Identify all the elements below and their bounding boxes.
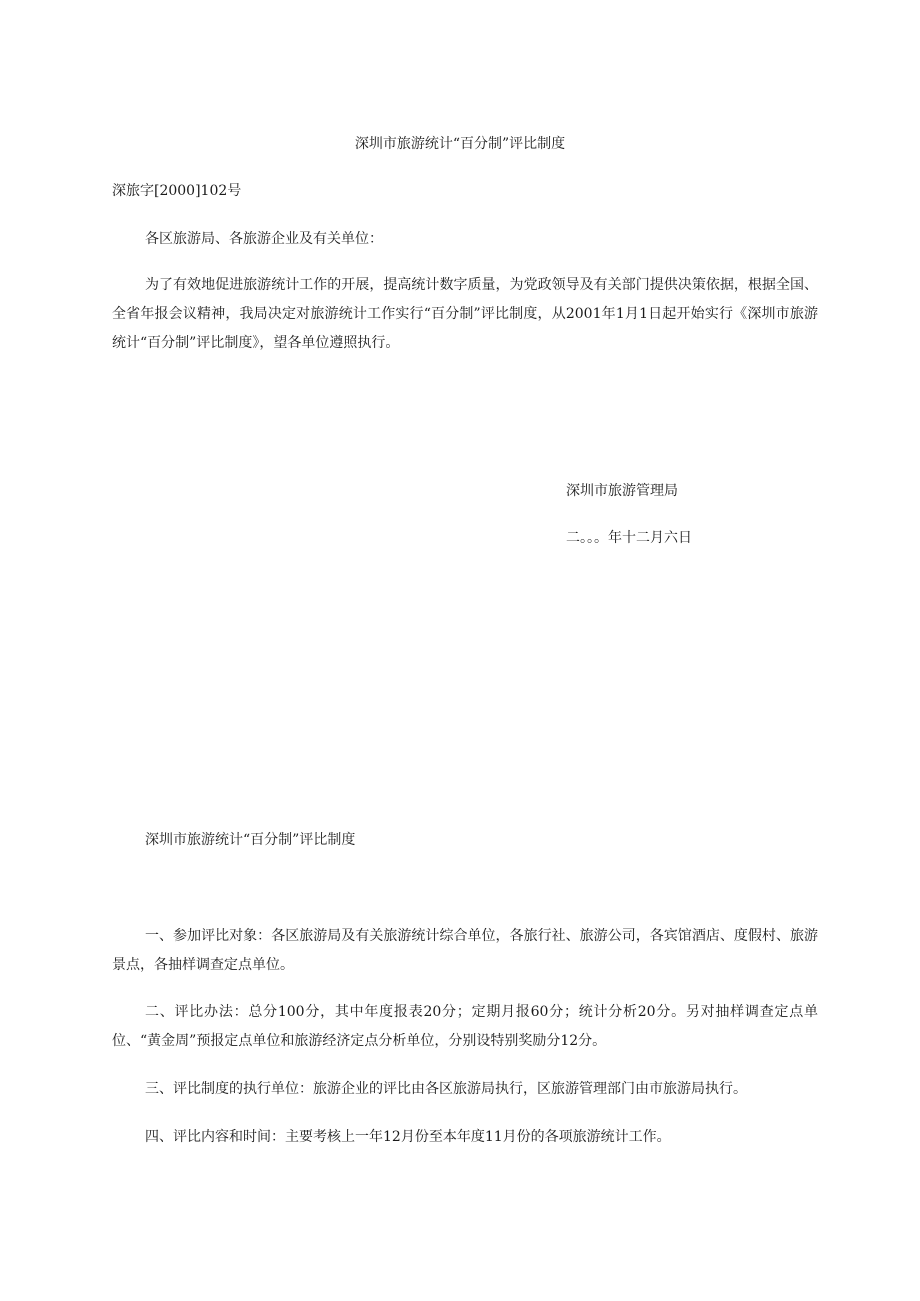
intro-paragraph: 为了有效地促进旅游统计工作的开展，提高统计数字质量，为党政领导及有关部门提供决策依据，根据全国、全省年报会议精神，我局决定对旅游统计工作实行“百分制”评比制度，从2001年1月1日起开始实行《深圳市旅游统计“百分制”评比制度》，望各单位遵照执行。: [112, 277, 818, 351]
salutation: 各区旅游局、各旅游企业及有关单位：: [145, 231, 383, 247]
rule-item-2: 二、评比办法：总分100分，其中年度报表20分；定期月报60分；统计分析20分。另对抽样调查定点单位、“黄金周”预报定点单位和旅游经济定点分析单位，分别设特别奖励分12分。: [112, 1004, 818, 1049]
section-title: 深圳市旅游统计“百分制”评比制度: [145, 832, 356, 848]
signature-organization: 深圳市旅游管理局: [566, 483, 678, 499]
rule-item-4: 四、评比内容和时间：主要考核上一年12月份至本年度11月份的各项旅游统计工作。: [145, 1129, 671, 1145]
document-title: 深圳市旅游统计“百分制”评比制度: [354, 136, 566, 152]
rule-item-3: 三、评比制度的执行单位：旅游企业的评比由各区旅游局执行，区旅游管理部门由市旅游局执行。: [145, 1081, 747, 1097]
rule-item-1: 一、参加评比对象：各区旅游局及有关旅游统计综合单位，各旅行社、旅游公司，各宾馆酒店、度假村、旅游景点，各抽样调查定点单位。: [112, 928, 818, 973]
document-number: 深旅字[2000]102号: [112, 183, 242, 199]
signature-date: 二。。。年十二月六日: [566, 530, 692, 546]
